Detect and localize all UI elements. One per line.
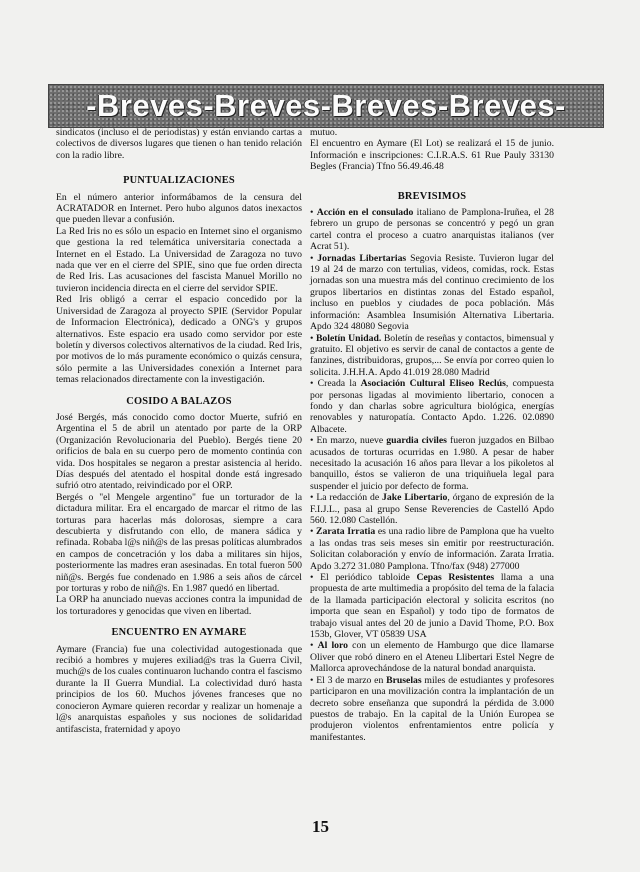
right-intro-paragraph: El encuentro en Aymare (El Lot) se realizará el 15 de junio. Información e inscripciones: C.I.R.A.S. 61 Rue Pauly 33130 Begles (Francia) Tfno 56.49.46.48 [310,138,554,173]
brief-item: • El periódico tabloide Cepas Resistentes llama a una propuesta de arte multimedia a propósito del tema de la falacia de la llamada participación electoral y solicita escritos (no importa que sean en Español) y todo tipo de formatos de trabajo visual antes del 20 de junio a David Thome, P.O. Box 153b, Glover, VT 05839 USA [310,572,554,641]
paragraph: José Bergés, más conocido como doctor Muerte, sufrió en Argentina el 5 de abril un atentado por parte de la ORP (Organización Revolucionaria del Pueblo). Bergés tiene 20 orificios de bala en su cuerpo pero de momento continúa con vida. Dos hospitales se negaron a prestar asistencia al herido. Días después del atentado el hospital donde está ingresado sufrió otro atentado, reivindicado por el ORP. [56,411,302,492]
brief-item: • Zarata Irratia es una radio libre de Pamplona que ha vuelto a las ondas tras seis meses sin emitir por reestructuración. Solicitan colaboración y envío de información. Zarata Irratia. Apdo 3.272 31.080 Pamplona. Tfno/fax (948) 277000 [310,526,554,572]
brief-item: • Jornadas Libertarias Segovia Resiste. Tuvieron lugar del 19 al 24 de marzo con tertulias, videos, comidas, rock. Estas jornadas son una muestra más del continuo crecimiento de los grupos libertarios en distintas zonas del Estado español, incluso en pueblos y ciudades de poca población. Más información: Asamblea Insumisión Alternativa Libertaria. Apdo 324 48080 Segovia [310,252,554,333]
paragraph: Aymare (Francia) fue una colectividad autogestionada que recibió a hombres y mujeres exiliad@s tras la Guerra Civil, much@s de los cuales continuaron luchando contra el fascismo durante la II Guerra Mundial. La colectividad duró hasta principios de los 60. Muchos jóvenes franceses que no conocieron Aymare quieren recordar y realizar un homenaje a l@s anarquistas españoles y sus nociones de solidaridad antifascista, fraternidad y apoyo [56,643,302,735]
right-intro-line: mutuo. [310,127,338,138]
heading-puntualizaciones: PUNTUALIZACIONES [123,175,235,187]
breves-banner [48,84,604,128]
paragraph: Red Iris obligó a cerrar el espacio concedido por la Universidad de Zaragoza al proyecto SPIE (Servidor Popular de Informacion Electrónica), dedicado a ONG's y grupos alternativos. Este espacio era usado como servidor por este boletín y diversos colectivos alternativos de la ciudad. Red Iris, por motivos de lo más puramente económico o quizás censura, sólo permite a las Universidades conexión a Internet para temas relacionados directamente con la investigación. [56,294,302,386]
brief-item: • Acción en el consulado italiano de Pamplona-Iruñea, el 28 febrero un grupo de personas se concentró y pegó un gran cartel contra el proceso a cuatro anarquistas italianos (ver Acrat 51). [310,207,554,253]
paragraph: Bergés o "el Mengele argentino" fue un torturador de la dictadura militar. Era el encargado de marcar el ritmo de las torturas para hacerlas más dolorosas, siempre a cara descubierta y disfrutando con ello, de manera sádica y refinada. Robaba l@s niñ@s de las presas políticas alumbrados en campos de concetración y los daba a militares sin hijos, posteriormente las madres eran asesinadas. En total fueron 500 niñ@s. Bergés fue condenado en 1.986 a seis años de cárcel por torturas y robo de niñ@s. En 1.987 quedó en libertad. [56,491,302,595]
brief-item: • Al loro con un elemento de Hamburgo que dice llamarse Oliver que robó dinero en el Ateneu Llibertari Estel Negre de Mallorca aprovechándose de la natural bondad anarquista. [310,640,554,675]
left-column [56,127,302,735]
paragraph: La ORP ha anunciado nuevas acciones contra la impunidad de los torturadores y genocidas que viven en libertad. [56,594,302,617]
heading-brevisimos: BREVISIMOS [397,190,467,202]
banner-title: -Breves-Breves-Breves-Breves- [86,88,566,123]
paragraph: La Red Iris no es sólo un espacio en Internet sino el organismo que gestiona la red telemática universitaria conectada a Internet en el Estado. La Universidad de Zaragoza no tuvo nada que ver en el cierre del SPIE, sino que fue orden directa de Red Iris. Las acusaciones del fascista Manuel Morillo no tuvieron incidencia directa en el cierre del servidor SPIE. [56,225,302,294]
heading-cosido-a-balazos: COSIDO A BALAZOS [126,395,232,407]
brief-item: • Boletín Unidad. Boletín de reseñas y contactos, bimensual y gratuito. El objetivo es servir de canal de contactos a gente de fanzines, distribuidoras, grupos,... Se envía por correo quien lo solicita. J.H.H.A. Apdo 41.019 28.080 Madrid [310,332,554,378]
left-intro: sindicatos (incluso el de periodistas) y están enviando cartas a colectivos de diversos lugares que tienen o han tenido relación con la radio libre. [56,127,302,161]
right-column [310,127,554,743]
page-number: 15 [312,817,329,836]
brief-item: • Creada la Asociación Cultural Eliseo Reclús, compuesta por personas ligadas al movimiento libertario, conocen a fondo y dan charlas sobre agricultura biológica, energías renovables y naturopatía. Contacto Apdo. 1.226. 02.0890 Albacete. [310,378,554,435]
heading-encuentro-en-aymare: ENCUENTRO EN AYMARE [111,627,247,639]
brief-item: • La redacción de Jake Libertario, órgano de expresión de la F.I.J.L., pasa al grupo Sense Reverencies de Castelló Apdo 560. 12.080 Castellón. [310,492,554,526]
brief-item: • El 3 de marzo en Bruselas miles de estudiantes y profesores participaron en una movilización contra la implantación de un decreto sobre enseñanza que supondrá la pérdida de 3.000 puestos de trabajo. En la capital de la Unión Europea se produjeron violentos enfrentamientos entre policía y manifestantes. [310,674,554,743]
brief-item: • En marzo, nueve guardia civiles fueron juzgados en Bilbao acusados de torturas ocurridas en 1.980. A pesar de haber necesitado la acusación 16 años para llevar a los pikoletos al banquillo, éstos se valieron de una triquiñuela legal para suspender el juicio por defecto de forma. [310,435,554,492]
paragraph: En el número anterior informábamos de la censura del ACRATADOR en Internet. Pero hubo algunos datos inexactos que pueden llevar a confusión. [56,191,302,226]
